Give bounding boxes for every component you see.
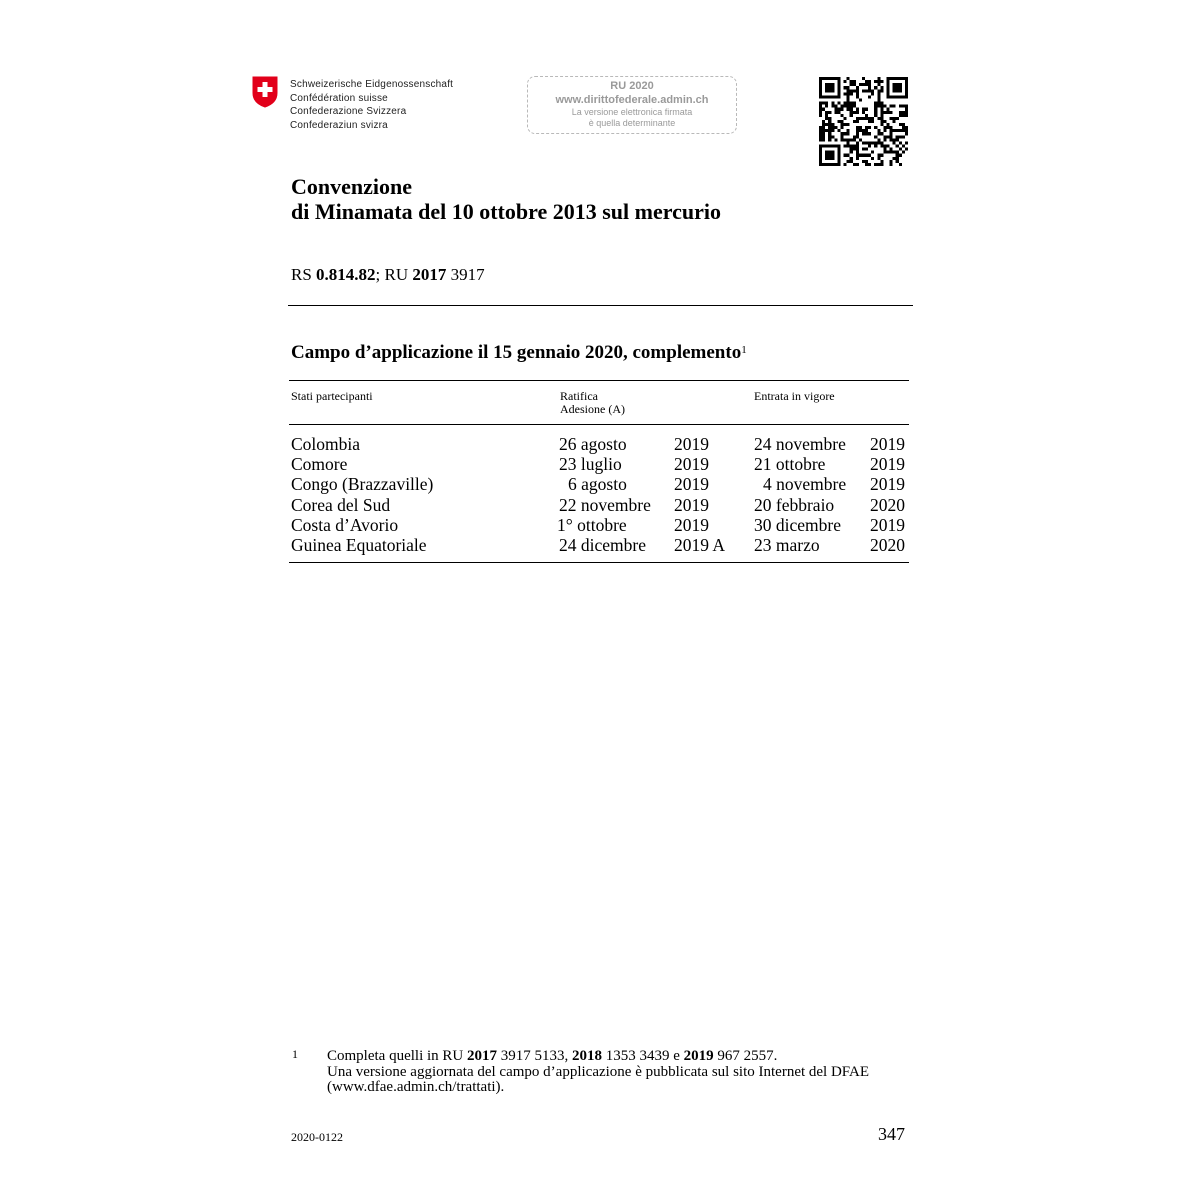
footnote-number: 1 [292, 1047, 298, 1061]
ratification-date: 24 dicembre [559, 534, 646, 555]
stamp-ru: RU 2020 [610, 80, 654, 92]
footnote-reference[interactable]: 1 [741, 344, 747, 356]
entry-year: 2019 [870, 454, 905, 475]
footnote-year: 2019 [683, 1048, 714, 1064]
table-body [291, 434, 909, 555]
stamp-url: www.dirittofederale.admin.ch [555, 94, 709, 106]
entry-date: 23 marzo [754, 534, 820, 555]
ratification-year: 2019 [674, 434, 709, 454]
ratification-year: 2019 [674, 494, 709, 515]
table-row [291, 474, 909, 494]
confederation-line-it: Confederazione Svizzera [290, 106, 407, 117]
table-row [291, 454, 909, 474]
ratification-date: 22 novembre [559, 494, 651, 515]
ratification-date: 26 agosto [559, 434, 627, 454]
entry-date: 24 novembre [754, 434, 846, 454]
table-top-rule [289, 380, 909, 381]
official-publication-stamp [527, 76, 737, 134]
document-title [291, 174, 721, 224]
stamp-note-1: La versione elettronica firmata [571, 107, 693, 117]
footnote-part: 3917 5133, [497, 1048, 572, 1064]
qr-code-icon[interactable] [819, 77, 908, 166]
ru-prefix: ; RU [375, 265, 413, 284]
confederation-names [290, 78, 453, 132]
state-name: Costa d’Avorio [291, 514, 399, 535]
header-ratification-line2: Adesione (A) [560, 401, 625, 416]
entry-year: 2019 [870, 474, 905, 495]
state-name: Colombia [291, 434, 361, 454]
header-states: Stati partecipanti [291, 389, 373, 403]
footnote-line-2: Una versione aggiornata del campo d’applicazione è pubblicata sul sito Internet del DFAE (www.dfae.admin.ch/trattati). [327, 1063, 870, 1095]
footnote-year: 2018 [572, 1048, 602, 1064]
ru-year: 2017 [412, 265, 447, 284]
confederation-line-de: Schweizerische Eidgenossenschaft [290, 79, 454, 90]
table-row [291, 515, 909, 535]
section-heading [291, 342, 747, 364]
rs-number: 0.814.82 [316, 265, 376, 284]
ratification-year: 2019 A [674, 534, 726, 555]
header-ratification [560, 390, 625, 415]
footnote-part: Completa quelli in RU [327, 1048, 467, 1064]
ratification-year: 2019 [674, 514, 709, 535]
reference-line [291, 265, 485, 285]
swiss-cross-shield-icon [252, 76, 278, 108]
entry-year: 2019 [870, 514, 905, 535]
entry-date: 21 ottobre [754, 454, 826, 475]
table-row [291, 495, 909, 515]
table-row [291, 535, 909, 555]
ratification-date: 1° ottobre [557, 514, 627, 535]
entry-year: 2019 [870, 434, 905, 454]
state-name: Guinea Equatoriale [291, 534, 427, 555]
table-row [291, 434, 909, 454]
header-entry-into-force: Entrata in vigore [754, 389, 835, 403]
title-line-1: Convenzione [291, 174, 412, 199]
rs-prefix: RS [291, 265, 317, 284]
state-name: Corea del Sud [291, 494, 391, 515]
stamp-note-2: è quella determinante [588, 118, 676, 128]
state-name: Congo (Brazzaville) [291, 474, 434, 495]
footnote-part: 1353 3439 e [602, 1048, 684, 1064]
entry-date: 30 dicembre [754, 514, 841, 535]
section-heading-text: Campo d’applicazione il 15 gennaio 2020, complemento [291, 342, 742, 363]
entry-year: 2020 [870, 494, 905, 515]
document-id: 2020-0122 [291, 1130, 343, 1144]
title-line-2: di Minamata del 10 ottobre 2013 sul mercurio [291, 199, 721, 224]
title-divider [288, 305, 913, 306]
table-header-rule [289, 424, 909, 425]
ratification-date: 6 agosto [568, 474, 627, 495]
ratification-year: 2019 [674, 474, 709, 495]
ratification-year: 2019 [674, 454, 709, 475]
header-ratification-line1: Ratifica [560, 389, 598, 403]
entry-date: 4 novembre [763, 474, 847, 495]
confederation-line-fr: Confédération suisse [290, 92, 388, 104]
state-name: Comore [291, 454, 348, 475]
ratification-date: 23 luglio [559, 454, 622, 475]
ru-page: 3917 [446, 265, 485, 284]
footnote-text [327, 1049, 887, 1096]
entry-date: 20 febbraio [754, 494, 835, 515]
page-number: 347 [878, 1124, 905, 1144]
footnote-line-1 [327, 1049, 887, 1065]
footnote-part: 967 2557. [713, 1048, 778, 1064]
confederation-line-rm: Confederaziun svizra [290, 119, 388, 131]
entry-year: 2020 [870, 534, 905, 555]
footnote-year: 2017 [467, 1048, 497, 1064]
table-bottom-rule [289, 562, 909, 563]
